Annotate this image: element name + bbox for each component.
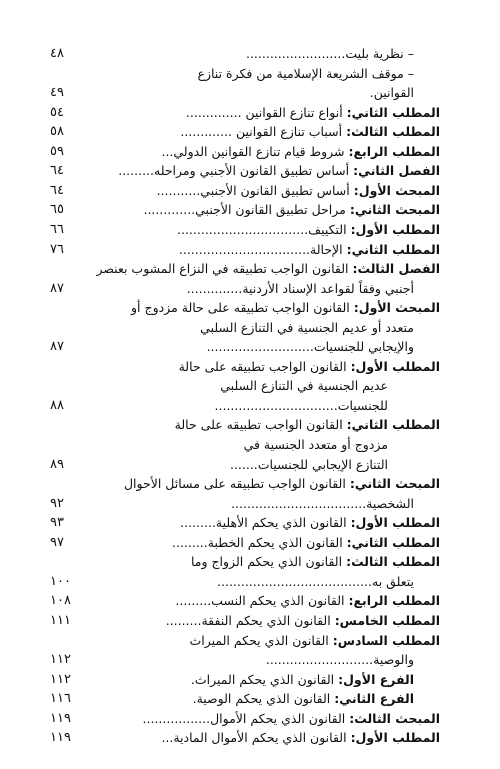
toc-entry	[40, 494, 440, 514]
toc-entry-title: القانون الذي يحكم الميراث	[189, 632, 329, 648]
toc-entry-label: المطلب الثاني:	[346, 417, 440, 433]
toc-page-number: ١١١	[50, 612, 71, 628]
toc-page-number: ١١٢	[50, 652, 71, 668]
toc-entry-title: القانون الذي يحكم الخطبة.........	[171, 534, 343, 550]
toc-entry	[40, 572, 440, 592]
toc-entry-text	[90, 670, 414, 690]
toc-page-number: ٤٩	[50, 85, 64, 101]
toc-entry-title: – موقف الشريعة الإسلامية من فكرة تنازع	[197, 65, 414, 81]
toc-page-number: ١١٩	[50, 730, 71, 746]
toc-page-number: ٥٨	[50, 124, 64, 140]
toc-entry	[40, 689, 440, 709]
toc-entry-title: الإحالة.................................	[178, 241, 343, 257]
toc-entry-title: القانون الواجب تطبيقه على حالة مزدوج أو	[131, 300, 350, 316]
toc-page-number: ٦٦	[50, 221, 64, 237]
toc-entry-title: القانون الذي يحكم الأهلية.........	[180, 515, 347, 531]
toc-entry	[40, 279, 440, 299]
toc-entry-label: الفصل الثالث:	[352, 261, 440, 277]
toc-entry-title: القانون الذي يحكم النفقة.........	[165, 612, 331, 628]
toc-entry	[40, 357, 440, 377]
toc-entry	[40, 396, 440, 416]
toc-entry-title: التكييف.................................	[177, 221, 347, 237]
toc-entry-title: القانون الواجب تطبيقه على مسائل الأحوال	[123, 476, 346, 492]
toc-entry-text	[90, 591, 440, 611]
toc-page-number: ٦٥	[50, 202, 64, 218]
toc-entry-text	[90, 64, 414, 84]
toc-entry-text	[90, 650, 414, 670]
toc-entry	[40, 122, 440, 142]
toc-entry	[40, 44, 440, 64]
toc-entry	[40, 220, 440, 240]
toc-entry-title: الشخصية..................................	[231, 495, 414, 511]
toc-entry-label: المبحث الثاني:	[349, 476, 440, 492]
toc-page-number: ٩٢	[50, 495, 64, 511]
toc-entry	[40, 259, 440, 279]
toc-entry-label: المطلب الخامس:	[334, 612, 440, 628]
toc-page-number: ٤٨	[50, 46, 64, 61]
toc-entry-text	[90, 142, 440, 162]
toc-entry-title: أسباب تنازع القوانين .............	[180, 124, 343, 140]
toc-page-number: ٦٤	[50, 163, 64, 179]
toc-entry-text	[90, 474, 440, 494]
toc-entry-title: – نظرية بليت.........................	[245, 46, 414, 61]
toc-entry-text	[90, 455, 388, 475]
toc-entry-text	[90, 396, 388, 416]
toc-entry-text	[90, 513, 440, 533]
toc-entry-label: المطلب الثاني:	[346, 241, 440, 257]
toc-entry	[40, 591, 440, 611]
toc-entry-label: المطلب الأول:	[350, 730, 440, 746]
toc-entry-text	[90, 376, 388, 396]
toc-entry-label: المطلب الأول:	[350, 515, 440, 531]
toc-entry-title: القانون الذي يحكم الزواج وما	[190, 554, 343, 570]
toc-entry-text	[90, 415, 440, 435]
toc-entry	[40, 455, 440, 475]
toc-entry-text	[90, 709, 440, 729]
toc-page-number: ١٠٠	[50, 573, 71, 589]
toc-page-number: ٦٤	[50, 182, 64, 198]
toc-entry	[40, 415, 440, 435]
toc-entry-title: القانون الواجب تطبيقه على حالة	[178, 358, 347, 374]
toc-entry-label: الفرع الثاني:	[334, 691, 414, 707]
toc-entry	[40, 376, 440, 396]
toc-entry-text	[90, 337, 414, 357]
toc-page-number: ١٠٨	[50, 593, 71, 609]
toc-entry	[40, 337, 440, 357]
toc-entry	[40, 709, 440, 729]
toc-entry-text	[90, 435, 388, 455]
toc-entry-text	[90, 161, 440, 181]
toc-entry-title: القوانين.	[369, 85, 414, 101]
toc-entry-text	[90, 279, 414, 299]
toc-entry	[40, 533, 440, 553]
toc-page-number: ٥٤	[50, 104, 64, 120]
toc-entry-title: القانون الواجب تطبيقه على حالة	[174, 417, 343, 433]
toc-entry-text	[90, 181, 440, 201]
toc-entry-title: والوصية...........................	[265, 652, 414, 668]
toc-entry-label: المطلب السادس:	[332, 632, 440, 648]
toc-entry-title: شروط قيام تنازع القوانين الدولي...	[161, 143, 345, 159]
toc-entry-title: أساس تطبيق القانون الأجنبي ومراحله.........	[118, 163, 350, 179]
toc-entry-text	[90, 631, 440, 651]
toc-entry-title: التنازع الإيجابي للجنسيات.......	[229, 456, 388, 472]
toc-entry-label: المطلب الأول:	[350, 358, 440, 374]
toc-entry-title: القانون الذي يحكم الوصية.	[192, 691, 331, 707]
toc-entry	[40, 728, 440, 748]
toc-entry-text	[90, 240, 440, 260]
toc-entry	[40, 240, 440, 260]
toc-entry-text	[90, 357, 440, 377]
toc-entry	[40, 670, 440, 690]
toc-page-number: ٧٦	[50, 241, 64, 257]
toc-entry	[40, 161, 440, 181]
toc-page-number: ٩٣	[50, 515, 64, 531]
toc-entry-text	[90, 200, 440, 220]
toc-entry-text	[90, 259, 440, 279]
toc-entry	[40, 181, 440, 201]
toc-page-number: ١١٢	[50, 671, 71, 687]
toc-entry	[40, 513, 440, 533]
toc-entry-label: المطلب الثالث:	[346, 124, 440, 140]
toc-entry	[40, 103, 440, 123]
toc-page-number: ٨٩	[50, 456, 64, 472]
toc-entry	[40, 552, 440, 572]
toc-entry-label: المبحث الثاني:	[349, 202, 440, 218]
toc-entry-label: المبحث الثالث:	[349, 710, 440, 726]
toc-entry	[40, 318, 440, 338]
toc-entry-label: المبحث الأول:	[353, 182, 440, 198]
toc-entry-label: المطلب الأول:	[350, 221, 440, 237]
toc-entry-text	[90, 122, 440, 142]
toc-entry	[40, 435, 440, 455]
toc-entry-text	[90, 533, 440, 553]
toc-entry-title: القانون الذي يحكم الأموال.................	[142, 710, 346, 726]
toc-entry	[40, 83, 440, 103]
toc-entry	[40, 474, 440, 494]
toc-entry-text	[90, 572, 414, 592]
toc-entry-label: المبحث الأول:	[353, 300, 440, 316]
toc-page-number: ٥٩	[50, 143, 64, 159]
toc-entry-title: أساس تطبيق القانون الأجنبي...........	[156, 182, 350, 198]
toc-entry-text	[90, 44, 414, 64]
toc-entry-text	[90, 318, 414, 338]
toc-entry	[40, 64, 440, 84]
toc-entry-text	[90, 494, 414, 514]
toc-entry-title: القانون الذي يحكم النسب.........	[175, 593, 345, 609]
toc-entry-label: الفصل الثاني:	[353, 163, 440, 179]
toc-entry-label: المطلب الرابع:	[348, 143, 440, 159]
toc-entry	[40, 200, 440, 220]
toc-entry-title: القانون الواجب تطبيقه في النزاع المشوب بعنصر	[96, 261, 349, 277]
toc-entry	[40, 611, 440, 631]
toc-page-number: ١١٩	[50, 710, 71, 726]
toc-entry-text	[90, 83, 414, 103]
toc-entry-text	[90, 728, 440, 748]
toc-entry-title: القانون الذي يحكم الأموال المادية...	[161, 730, 347, 746]
toc-entry-text	[90, 552, 440, 572]
toc-entry-text	[90, 298, 440, 318]
toc-page-number: ٩٧	[50, 534, 64, 550]
toc-entry-title: متعدد أو عديم الجنسية في التنازع السلبي	[200, 319, 414, 335]
toc-entry	[40, 142, 440, 162]
toc-entry-title: يتعلق به.......................................	[217, 573, 414, 589]
toc-entry-label: المطلب الثاني:	[346, 104, 440, 120]
toc-entry	[40, 650, 440, 670]
toc-entry	[40, 298, 440, 318]
toc-entry-label: المطلب الثاني:	[346, 534, 440, 550]
toc-entry-title: القانون الذي يحكم الميراث.	[190, 671, 335, 687]
toc-entry-title: أنواع تنازع القوانين ..............	[185, 104, 343, 120]
toc-entry-title: للجنسيات...............................	[214, 397, 388, 413]
toc-entry-text	[90, 220, 440, 240]
toc-entry-title: عديم الجنسية في التنازع السلبي	[220, 378, 388, 394]
toc-entry-text	[90, 611, 440, 631]
toc-entry-text	[90, 103, 440, 123]
toc-entry-label: الفرع الأول:	[338, 671, 414, 687]
toc-page-number: ٨٧	[50, 280, 64, 296]
toc-entry-label: المطلب الرابع:	[348, 593, 440, 609]
toc-entry-title: أجنبي وفقاً لقواعد الإسناد الأردنية..............	[186, 280, 414, 296]
toc-page-number: ٨٧	[50, 339, 64, 355]
toc-entry-title: مزدوج أو متعدد الجنسية في	[243, 437, 388, 452]
toc-entry-text	[90, 689, 414, 709]
toc-page-number: ٨٨	[50, 397, 64, 413]
toc-page-number: ١١٦	[50, 691, 71, 707]
toc-entry-label: المطلب الثالث:	[346, 554, 440, 570]
toc-entry-title: والإيجابي للجنسيات...........................	[206, 339, 414, 355]
toc-entry	[40, 631, 440, 651]
toc-entry-title: مراحل تطبيق القانون الأجنبي.............	[143, 202, 346, 218]
